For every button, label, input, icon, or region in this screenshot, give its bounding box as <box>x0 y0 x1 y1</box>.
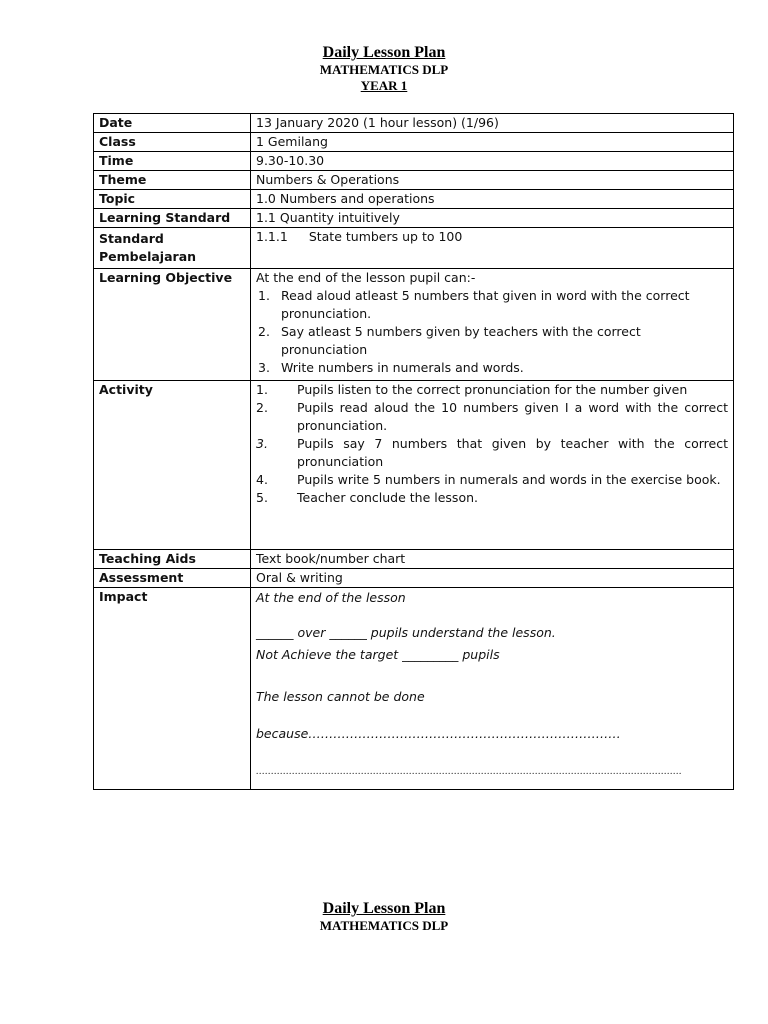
value-date: 13 January 2020 (1 hour lesson) (1/96) <box>251 114 734 133</box>
list-item: 4. Pupils write 5 numbers in numerals and words in the exercise book. <box>256 472 721 487</box>
label-theme: Theme <box>94 171 251 190</box>
page-title: Daily Lesson Plan <box>322 44 446 61</box>
value-teaching-aids: Text book/number chart <box>251 550 734 569</box>
value-time: 9.30-10.30 <box>251 152 734 171</box>
value-learning-objective <box>251 269 734 381</box>
next-page-header <box>0 900 768 934</box>
row-date <box>94 114 734 133</box>
list-item: 5. Teacher conclude the lesson. <box>256 490 478 505</box>
impact-line6: ……………………………………………………………………………………………………………………………. <box>256 767 682 777</box>
value-assessment: Oral & writing <box>251 569 734 588</box>
page-header <box>0 44 768 94</box>
row-teaching-aids <box>94 550 734 569</box>
impact-line3: Not Achieve the target _________ pupils <box>256 647 500 662</box>
impact-line2: ______ over ______ pupils understand the lesson. <box>256 625 556 640</box>
value-activity <box>251 381 734 550</box>
standard-code: 1.1.1 <box>256 229 288 244</box>
row-time <box>94 152 734 171</box>
impact-line5: because………………………………………………………………… <box>256 726 621 741</box>
list-item: 1. Pupils listen to the correct pronunciation for the number given <box>256 382 688 397</box>
value-learning-standard: 1.1 Quantity intuitively <box>251 209 734 228</box>
value-topic: 1.0 Numbers and operations <box>251 190 734 209</box>
impact-line4: The lesson cannot be done <box>256 689 425 704</box>
list-item: 1. Read aloud atleast 5 numbers that given in word with the correct pronunciation. <box>258 288 690 321</box>
label-impact: Impact <box>94 588 251 790</box>
row-learning-objective <box>94 269 734 381</box>
row-activity <box>94 381 734 550</box>
value-impact <box>251 588 734 790</box>
row-assessment <box>94 569 734 588</box>
row-learning-standard <box>94 209 734 228</box>
objective-intro: At the end of the lesson pupil can:- <box>256 270 476 285</box>
list-item: 3. Write numbers in numerals and words. <box>258 360 524 375</box>
list-item: 2. Pupils read aloud the 10 numbers given I a word with the correct pronunciation. <box>256 400 728 433</box>
label-learning-objective: Learning Objective <box>94 269 251 381</box>
row-class <box>94 133 734 152</box>
label-date: Date <box>94 114 251 133</box>
next-page-subject: MATHEMATICS DLP <box>319 918 449 933</box>
activity-list <box>256 381 728 507</box>
list-item: 2. Say atleast 5 numbers given by teachers with the correct pronunciation <box>258 324 641 357</box>
next-page-title: Daily Lesson Plan <box>322 900 446 917</box>
row-topic <box>94 190 734 209</box>
label-teaching-aids: Teaching Aids <box>94 550 251 569</box>
label-activity: Activity <box>94 381 251 550</box>
label-standard-line1: Standard <box>99 231 164 246</box>
label-topic: Topic <box>94 190 251 209</box>
label-standard-line2: Pembelajaran <box>99 249 197 264</box>
lesson-plan-table <box>93 113 734 790</box>
subject-title: MATHEMATICS DLP <box>319 62 449 77</box>
row-standard-pembelajaran <box>94 228 734 269</box>
row-theme <box>94 171 734 190</box>
label-assessment: Assessment <box>94 569 251 588</box>
label-standard-pembelajaran <box>94 228 251 269</box>
year-title: YEAR 1 <box>360 78 408 93</box>
value-standard-pembelajaran <box>251 228 734 269</box>
label-class: Class <box>94 133 251 152</box>
objective-list <box>256 287 728 377</box>
list-item: 3. Pupils say 7 numbers that given by teacher with the correct pronunciation <box>256 436 728 469</box>
label-time: Time <box>94 152 251 171</box>
row-impact <box>94 588 734 790</box>
value-class: 1 Gemilang <box>251 133 734 152</box>
standard-text: State tumbers up to 100 <box>308 229 463 244</box>
value-theme: Numbers & Operations <box>251 171 734 190</box>
label-learning-standard: Learning Standard <box>94 209 251 228</box>
impact-line1: At the end of the lesson <box>256 590 406 605</box>
